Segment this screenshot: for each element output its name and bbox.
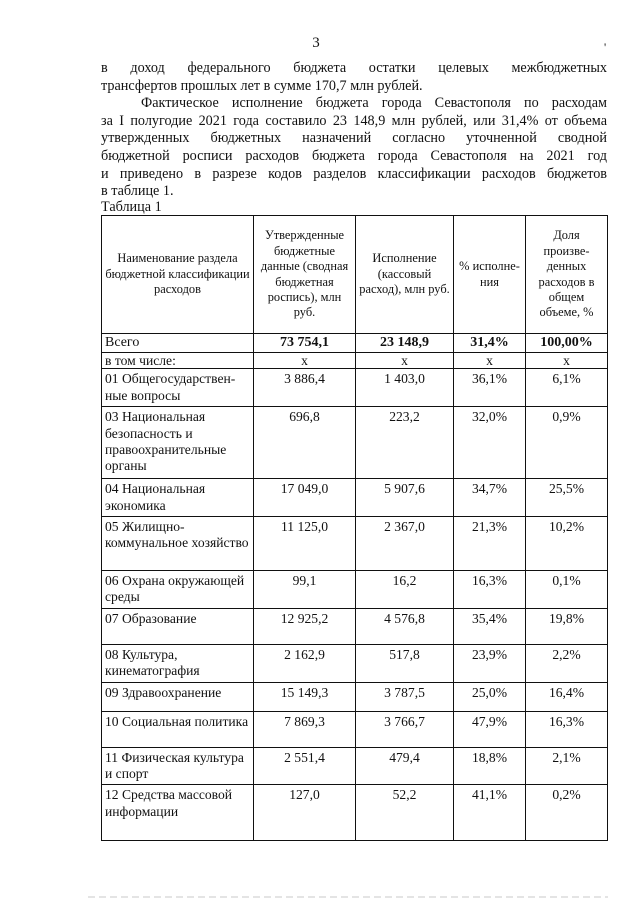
- cell-executed: 3 766,7: [356, 711, 454, 747]
- cell-executed: 52,2: [356, 785, 454, 841]
- table-row: [102, 407, 608, 479]
- cell-share: 0,2%: [526, 785, 608, 841]
- paragraph-execution: [101, 95, 607, 201]
- cell-name: 01 Общегосударствен-ные вопросы: [102, 369, 254, 407]
- cell-name: 05 Жилищно-коммунальное хозяйство: [102, 517, 254, 571]
- header-section-name: Наименование раздела бюджетной классификации расходов: [102, 216, 254, 334]
- cell-approved: 127,0: [254, 785, 356, 841]
- text-line: и приведено в разрезе кодов разделов классификации расходов бюджетов: [101, 165, 607, 182]
- cell-share: 0,1%: [526, 571, 608, 609]
- table-row: [102, 479, 608, 517]
- cell-percent: 16,3%: [454, 571, 526, 609]
- cell-approved: 15 149,3: [254, 682, 356, 711]
- cell-name: 04 Национальная экономика: [102, 479, 254, 517]
- header-share: Доля произве-денных расходов в общем объеме, %: [526, 216, 608, 334]
- cell-name: 07 Образование: [102, 608, 254, 644]
- text-line: в таблице 1.: [101, 183, 174, 200]
- table-caption: Таблица 1: [101, 199, 162, 215]
- cell-approved: 696,8: [254, 407, 356, 479]
- scan-artifact-line: [88, 896, 608, 898]
- total-row: [102, 334, 608, 353]
- cell-name: 12 Средства массовой информации: [102, 785, 254, 841]
- table-row: [102, 747, 608, 785]
- cell-executed: 223,2: [356, 407, 454, 479]
- header-percent: % исполне-ния: [454, 216, 526, 334]
- cell-executed: 479,4: [356, 747, 454, 785]
- text-line: Фактическое исполнение бюджета города Севастополя по расходам: [141, 95, 607, 111]
- paragraph-continuation: [101, 60, 607, 95]
- cell-share: 10,2%: [526, 517, 608, 571]
- table-row: [102, 644, 608, 682]
- cell-approved: 2 551,4: [254, 747, 356, 785]
- cell-share: 0,9%: [526, 407, 608, 479]
- table-row: [102, 682, 608, 711]
- cell-percent: 47,9%: [454, 711, 526, 747]
- cell-share: х: [526, 353, 608, 369]
- cell-percent: 31,4%: [454, 334, 526, 353]
- cell-percent: 23,9%: [454, 644, 526, 682]
- cell-percent: 36,1%: [454, 369, 526, 407]
- cell-approved: х: [254, 353, 356, 369]
- cell-executed: 2 367,0: [356, 517, 454, 571]
- cell-percent: 32,0%: [454, 407, 526, 479]
- cell-name: в том числе:: [102, 353, 254, 369]
- table-row: [102, 517, 608, 571]
- cell-name: 08 Культура, кинематография: [102, 644, 254, 682]
- page-number: 3: [312, 35, 320, 51]
- table-row: [102, 785, 608, 841]
- corner-mark: ': [604, 40, 607, 54]
- cell-percent: 35,4%: [454, 608, 526, 644]
- cell-name: 06 Охрана окружающей среды: [102, 571, 254, 609]
- header-executed: Исполнение (кассовый расход), млн руб.: [356, 216, 454, 334]
- cell-name: 03 Национальная безопасность и правоохранительные органы: [102, 407, 254, 479]
- cell-executed: 517,8: [356, 644, 454, 682]
- cell-executed: 1 403,0: [356, 369, 454, 407]
- cell-approved: 99,1: [254, 571, 356, 609]
- cell-percent: 41,1%: [454, 785, 526, 841]
- cell-approved: 12 925,2: [254, 608, 356, 644]
- cell-percent: 25,0%: [454, 682, 526, 711]
- cell-share: 19,8%: [526, 608, 608, 644]
- cell-share: 16,4%: [526, 682, 608, 711]
- cell-share: 100,00%: [526, 334, 608, 353]
- text-line: бюджетной росписи расходов бюджета города Севастополя на 2021 год: [101, 148, 607, 165]
- cell-share: 2,1%: [526, 747, 608, 785]
- text-line: в доход федерального бюджета остатки целевых межбюджетных: [101, 60, 607, 76]
- header-approved: Утвержденные бюджетные данные (сводная бюджетная роспись), млн руб.: [254, 216, 356, 334]
- table-row: [102, 571, 608, 609]
- cell-executed: х: [356, 353, 454, 369]
- cell-executed: 5 907,6: [356, 479, 454, 517]
- text-line: трансфертов прошлых лет в сумме 170,7 млн рублей.: [101, 77, 423, 94]
- expenditure-table: [101, 215, 608, 841]
- cell-approved: 7 869,3: [254, 711, 356, 747]
- cell-share: 2,2%: [526, 644, 608, 682]
- cell-approved: 11 125,0: [254, 517, 356, 571]
- cell-share: 16,3%: [526, 711, 608, 747]
- cell-approved: 17 049,0: [254, 479, 356, 517]
- table-row: [102, 369, 608, 407]
- cell-percent: 18,8%: [454, 747, 526, 785]
- table-row: [102, 711, 608, 747]
- cell-share: 6,1%: [526, 369, 608, 407]
- cell-approved: 2 162,9: [254, 644, 356, 682]
- cell-approved: 3 886,4: [254, 369, 356, 407]
- cell-name: 10 Социальная политика: [102, 711, 254, 747]
- cell-name: 09 Здравоохранение: [102, 682, 254, 711]
- cell-percent: 34,7%: [454, 479, 526, 517]
- cell-name: 11 Физическая культура и спорт: [102, 747, 254, 785]
- subheader-row: [102, 353, 608, 369]
- cell-executed: 23 148,9: [356, 334, 454, 353]
- table-row: [102, 608, 608, 644]
- text-line: за I полугодие 2021 года составило 23 148,9 млн рублей, или 31,4% от объема: [101, 112, 607, 129]
- cell-approved: 73 754,1: [254, 334, 356, 353]
- cell-executed: 4 576,8: [356, 608, 454, 644]
- cell-executed: 16,2: [356, 571, 454, 609]
- cell-percent: х: [454, 353, 526, 369]
- cell-share: 25,5%: [526, 479, 608, 517]
- table-header-row: [102, 216, 608, 334]
- cell-name: Всего: [102, 334, 254, 353]
- cell-percent: 21,3%: [454, 517, 526, 571]
- text-line: утвержденных бюджетных назначений согласно уточненной сводной: [101, 130, 607, 147]
- cell-executed: 3 787,5: [356, 682, 454, 711]
